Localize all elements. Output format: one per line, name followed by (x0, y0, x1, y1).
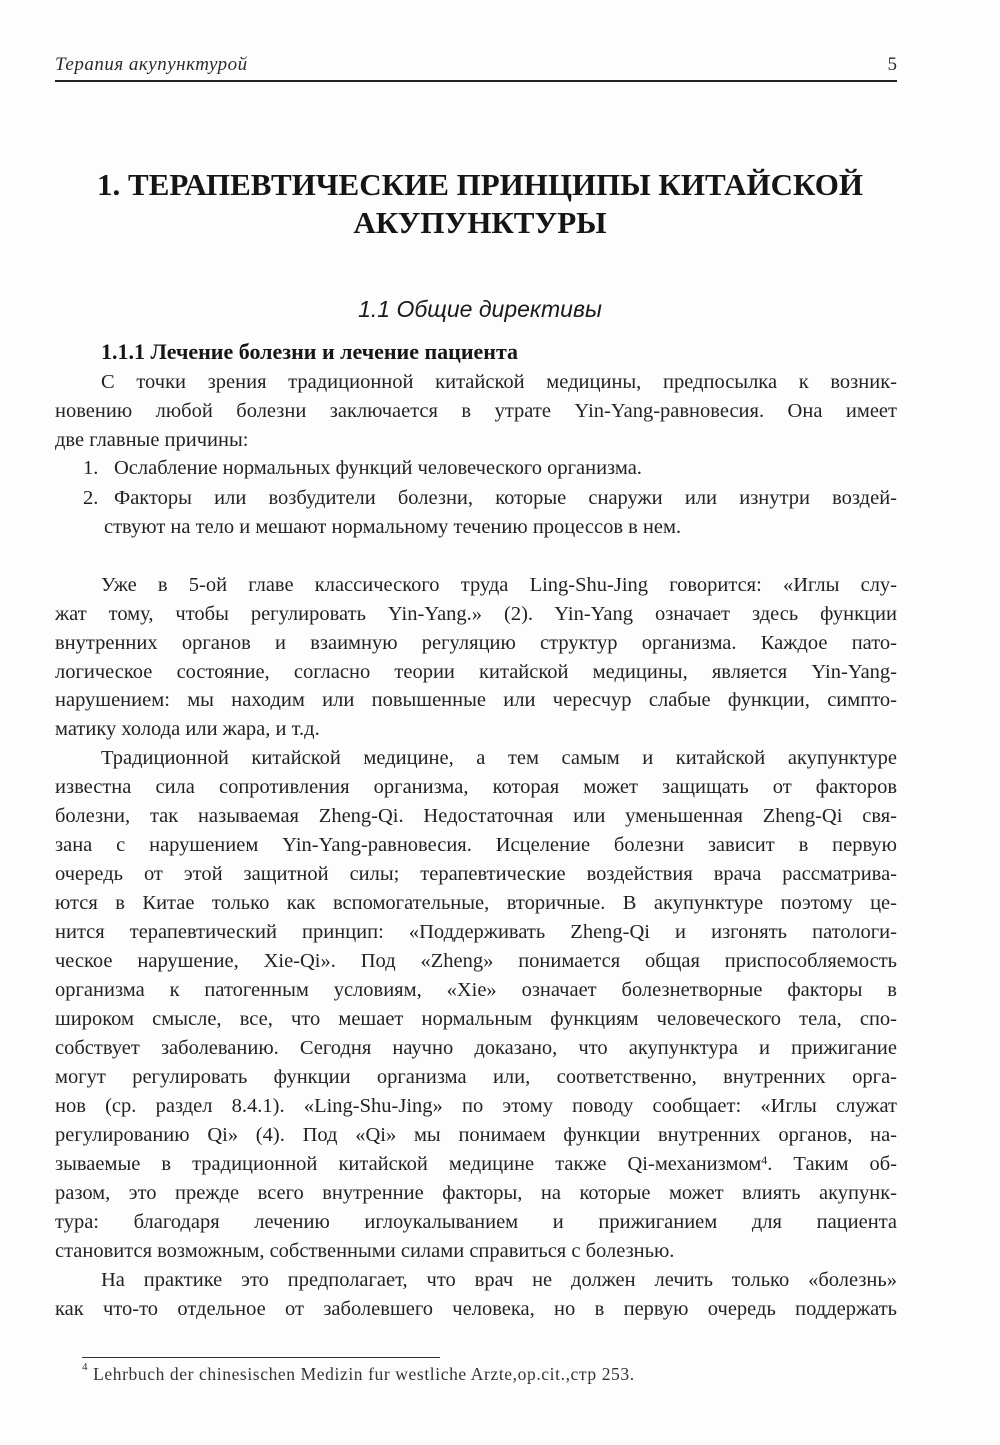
paragraph-line: Уже в 5-ой главе классического труда Ling-Shu-Jing говорится: «Иглы слу- (101, 574, 897, 596)
paragraph-line: разом, это прежде всего внутренние факторы, на которые может влиять акупунк- (55, 1182, 897, 1204)
paragraph-line: внутренних органов и взаимную регуляцию структур организма. Каждое пато- (55, 632, 897, 654)
footnote-divider (82, 1357, 440, 1358)
paragraph-line: широком смысле, все, что мешает нормальным функциям человеческого тела, спо- (55, 1008, 897, 1030)
intro-line: две главные причины: (55, 429, 249, 451)
list-item-line: Факторы или возбудители болезни, которые снаружи или изнутри воздей- (114, 487, 897, 509)
paragraph-line: регулированию Qi» (4). Под «Qi» мы понимаем функции внутренних органов, на- (55, 1124, 897, 1146)
paragraph-line: тура: благодаря лечению иглоукалыванием и прижиганием для пациента (55, 1211, 897, 1233)
paragraph-line: известна сила сопротивления организма, которая может защищать от факторов (55, 776, 897, 798)
paragraph-line: организма к патогенным условиям, «Xie» означает болезнетворные факторы в (55, 979, 897, 1001)
paragraph-line-text: зываемые в традиционной китайской медицине также Qi-механизмом (55, 1153, 762, 1175)
list-item-line: ствуют на тело и мешают нормальному течению процессов в нем. (104, 516, 682, 538)
running-header (55, 50, 897, 82)
intro-line: С точки зрения традиционной китайской медицины, предпосылка к возник- (101, 371, 897, 393)
paragraph-line: очередь от этой защитной силы; терапевтические воздействия врача рассматрива- (55, 863, 897, 885)
section-title: 1.1 Общие директивы (358, 296, 602, 322)
paragraph-line: становится возможным, собственными силами справиться с болезнью. (55, 1240, 675, 1262)
chapter-title-line: АКУПУНКТУРЫ (353, 205, 607, 240)
footnote-reference[interactable]: 4 (761, 1153, 768, 1167)
paragraph-line: На практике это предполагает, что врач не должен лечить только «болезнь» (101, 1269, 897, 1291)
paragraph-line: Традиционной китайской медицине, а тем самым и китайской акупунктуре (101, 747, 897, 769)
paragraph-line: ются в Китае только как вспомогательные, вторичные. В акупунктуре поэтому це- (55, 892, 897, 914)
paragraph-line: нарушением: мы находим или повышенные или чересчур слабые функции, симпто- (55, 689, 897, 711)
paragraph-line: зана с нарушением Yin-Yang-равновесия. Исцеление болезни зависит в первую (55, 834, 897, 856)
paragraph-line: как что-то отдельное от заболевшего человека, но в первую очередь поддержать (55, 1298, 897, 1320)
paragraph-line: матику холода или жара, и т.д. (55, 718, 320, 740)
paragraph-line-tail: . Таким об- (767, 1153, 897, 1175)
footnote (82, 1361, 635, 1385)
list-item-number: 1. (83, 457, 99, 479)
paragraph-line: логическое состояние, согласно теории китайской медицины, является Yin-Yang- (55, 661, 897, 683)
page-number: 5 (887, 54, 897, 75)
paragraph-line: ческое нарушение, Xie-Qi». Под «Zheng» понимается общая приспособляемость (55, 950, 897, 972)
running-title: Терапия акупунктурой (55, 54, 248, 75)
footnote-number: 4 (82, 1361, 89, 1373)
footnote-text: Lehrbuch der chinesischen Medizin fur westliche Arzte,op.cit.,стр 253. (93, 1364, 635, 1384)
intro-line: новению любой болезни заключается в утрате Yin-Yang-равновесия. Она имеет (55, 400, 897, 422)
paragraph-line: собствует заболеванию. Сегодня научно доказано, что акупунктура и прижигание (55, 1037, 897, 1059)
chapter-title-line: 1. ТЕРАПЕВТИЧЕСКИЕ ПРИНЦИПЫ КИТАЙСКОЙ (97, 167, 863, 202)
chapter-title (60, 166, 900, 242)
paragraph-line: жат тому, чтобы регулировать Yin-Yang.» (2). Yin-Yang означает здесь функции (55, 603, 897, 625)
paragraph-line: нов (ср. раздел 8.4.1). «Ling-Shu-Jing» по этому поводу сообщает: «Иглы служат (55, 1095, 897, 1117)
paragraph-line: нится терапевтический принцип: «Поддерживать Zheng-Qi и изгонять патологи- (55, 921, 897, 943)
paragraph-line: могут регулировать функции организма или, соответственно, внутренних орга- (55, 1066, 897, 1088)
subsection-title: 1.1.1 Лечение болезни и лечение пациента (101, 339, 519, 364)
paragraph-line-with-footnote (55, 1150, 897, 1178)
paragraph-line: болезни, так называемая Zheng-Qi. Недостаточная или уменьшенная Zheng-Qi свя- (55, 805, 897, 827)
list-item-number: 2. (83, 487, 99, 509)
list-item-line: Ослабление нормальных функций человеческого организма. (114, 457, 642, 479)
